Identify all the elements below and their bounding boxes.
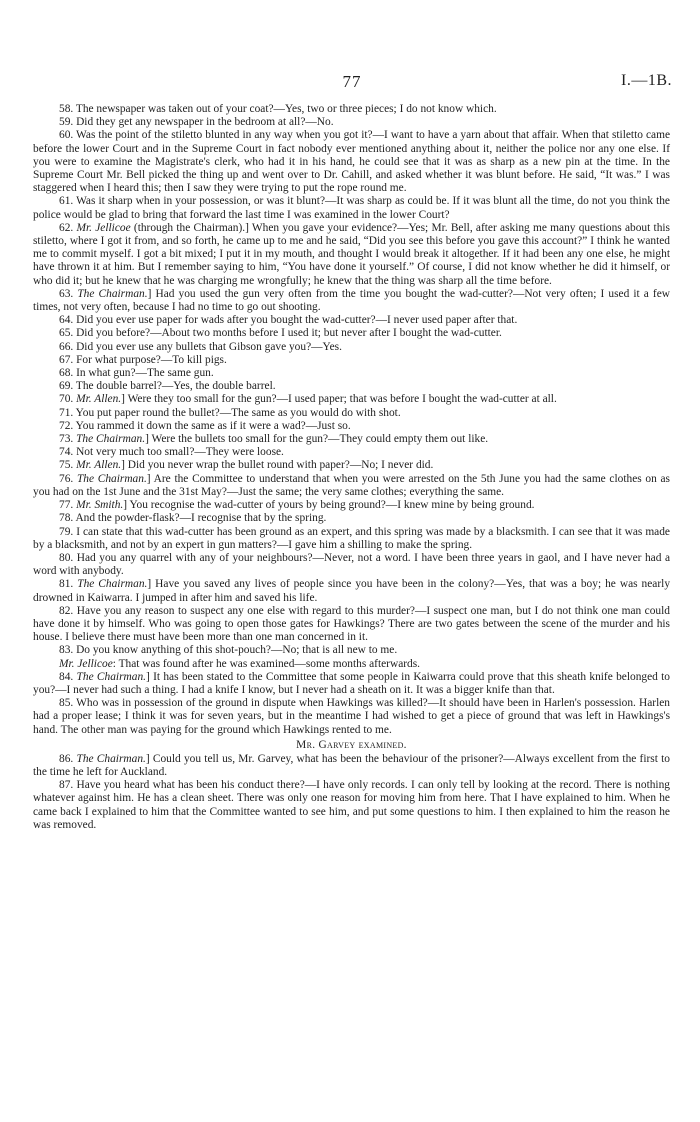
paragraph-p66: 66. Did you ever use any bullets that Gibson gave you?—Yes. <box>59 340 342 353</box>
paragraph-p75: 75. Mr. Allen.] Did you never wrap the bullet round with paper?—No; I never did. <box>59 459 434 472</box>
evidence-text <box>33 103 670 832</box>
paragraph-p81: 81. The Chairman.] Have you saved any lives of people since you have been in the colony?—Yes, that was a boy; he was nearly drowned in Kaiwarra. I jumped in after him and saved his life. <box>33 578 671 604</box>
paragraph-p74: 74. Not very much too small?—They were loose. <box>59 446 284 459</box>
paragraph-p80: 80. Had you any quarrel with any of your neighbours?—Never, not a word. I have been three years in gaol, and I have never had a word with anybody. <box>33 551 670 578</box>
paragraph-p84: 84. The Chairman.] It has been stated to the Committee that some people in Kaiwarra could prove that this sheath knife belonged to you?—I never had such a thing. I had a knife I know, but I never had a sheath on it. It was a bigger knife than that. <box>33 670 670 696</box>
paragraph-p69: 69. The double barrel?—Yes, the double barrel. <box>59 380 276 393</box>
paragraph-p65: 65. Did you before?—About two months before I used it; but never after I bought the wad-cutter. <box>59 327 502 340</box>
paragraph-p76: 76. The Chairman.] Are the Committee to understand that when you were arrested on the 5th June you had the same clothes on as you had on the 1st June and the 31st May?—Just the same; the very same clothes; everything the same. <box>33 472 670 498</box>
paragraph-p63: 63. The Chairman.] Had you used the gun very often from the time you bought the wad-cutter?—Not very often; I used it a few times, not very often, because I had no time to go out shooting. <box>33 287 670 314</box>
paragraph-pJ: Mr. Jellicoe: That was found after he was examined—some months afterwards. <box>59 657 421 670</box>
page-number: 77 <box>342 72 362 91</box>
paragraph-p70: 70. Mr. Allen.] Were they too small for the gun?—I used paper; that was before I bought the wad-cutter at all. <box>59 393 557 406</box>
document-reference: I.—1B. <box>621 72 672 89</box>
paragraph-p62: 62. Mr. Jellicoe (through the Chairman).] When you gave your evidence?—Yes; Mr. Bell, after asking me many questions about this stiletto, where I got it from, and so forth, he came up to me and he said, “Did you see this before you gave this account?” I think he wanted me to commit myself. I got a bit mixed; I put it in my mouth, and thought I would break it altogether. If it had been any one else, he might have thrown it at him. But I remember saying to him, “You have done it yourself.” Of course, I did not know whether he did it himself, or who did it; but he knew that he was charging me wrongfully; he knew that the thing was sharp all the time before. <box>33 221 670 287</box>
paragraph-p85: 85. Who was in possession of the ground in dispute when Hawkings was killed?—It should have been in Harlen's possession. Harlen had a proper lease; I think it was for seven years, but in the meantime I had wished to get a piece of ground that was left in Hawkings's hand. The other man was paying for the ground which Hawkings rented to me. <box>33 697 670 736</box>
paragraph-p71: 71. You put paper round the bullet?—The same as you would do with shot. <box>59 406 401 419</box>
paragraph-p59: 59. Did they get any newspaper in the bedroom at all?—No. <box>59 116 334 129</box>
witness-heading-text: Mr. Garvey examined. <box>296 738 407 751</box>
paragraph-p79: 79. I can state that this wad-cutter has been ground as an expert, and this spring was made by a blacksmith. I can see that it was made by a blacksmith, and not by an expert in gun matters?—I gave him a shilling to make the spring. <box>33 525 670 551</box>
paragraph-p77: 77. Mr. Smith.] You recognise the wad-cutter of yours by being ground?—I knew mine by being ground. <box>59 499 535 512</box>
paragraph-p67: 67. For what purpose?—To kill pigs. <box>59 353 227 366</box>
paragraph-p64: 64. Did you ever use paper for wads after you bought the wad-cutter?—I never used paper after that. <box>59 314 518 327</box>
paragraph-p86: 86. The Chairman.] Could you tell us, Mr. Garvey, what has been the behaviour of the prisoner?—Always excellent from the first to the time he left for Auckland. <box>33 752 671 778</box>
paragraph-p72: 72. You rammed it down the same as if it were a wad?—Just so. <box>59 419 351 432</box>
paragraph-p68: 68. In what gun?—The same gun. <box>59 367 214 380</box>
paragraph-p87: 87. Have you heard what has been his conduct there?—I have only records. I can only tell by looking at the record. There is nothing whatever against him. He has a clean sheet. There was only one reason for moving him from here. That I have explained to him. When he came back I explained to him that the Committee wanted to see him, and put some questions to him. I then explained to him the reason he was removed. <box>33 779 670 831</box>
paragraph-p58: 58. The newspaper was taken out of your coat?—Yes, two or three pieces; I do not know which. <box>59 103 497 115</box>
evidence-questions-block <box>33 103 670 737</box>
paragraph-p83: 83. Do you know anything of this shot-pouch?—No; that is all new to me. <box>59 644 398 657</box>
witness-heading <box>33 738 670 752</box>
garvey-questions-block <box>33 753 670 832</box>
paragraph-p60: 60. Was the point of the stiletto blunted in any way when you got it?—I want to have a yarn about that affair. When that stiletto came before the lower Court and in the Supreme Court in fact nobody ever mentioned anything about it, neither the police nor any one else. If you were to examine the Magistrate's clerk, who had it in his hand, he could see that it was as sharp as a new pin at the time. In the Supreme Court Mr. Bell picked the thing up and went over to Dr. Cahill, and asked whether it was blunt before. He said, “It was.” I was staggered when I heard this; then I saw they were trying to put the rope round me. <box>33 129 670 195</box>
paragraph-p82: 82. Have you any reason to suspect any one else with regard to this murder?—I suspect one man, but I do not think one man could have done it by himself. Who was going to open those gates for Hawkings? There are two gates between the scene of the murder and his house. I believe there must have been more than one man concerned in it. <box>33 604 670 644</box>
paragraph-p61: 61. Was it sharp when in your possession, or was it blunt?—It was sharp as could be. If it was blunt all the time, do not you think the police would be glad to bring that forward the last time I was examined in the lower Court? <box>33 195 670 221</box>
page-header <box>32 72 672 94</box>
paragraph-p78: 78. And the powder-flask?—I recognise that by the spring. <box>59 512 327 525</box>
paragraph-p73: 73. The Chairman.] Were the bullets too small for the gun?—They could empty them out like. <box>59 433 489 446</box>
